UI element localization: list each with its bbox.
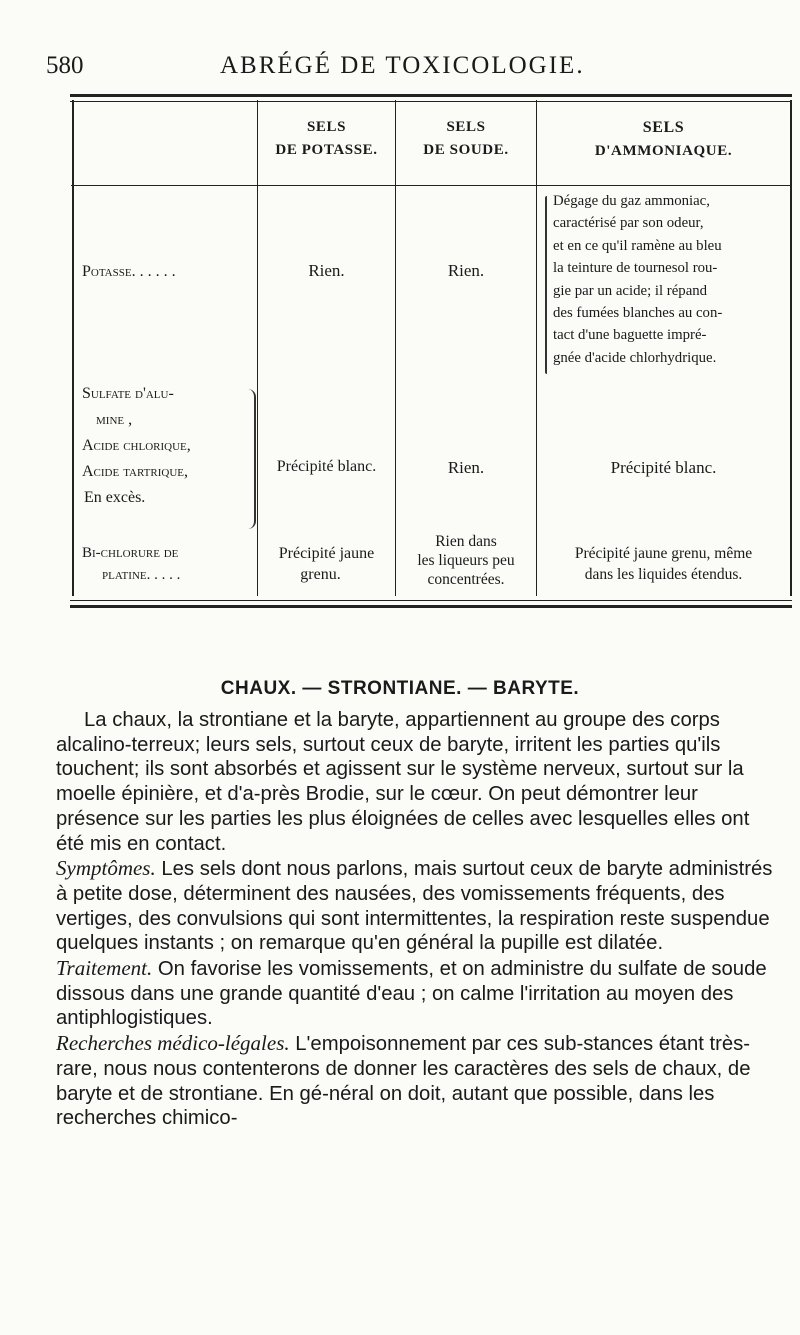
potasse-brace bbox=[545, 196, 547, 374]
recherches-label: Recherches médico-légales. bbox=[56, 1031, 290, 1056]
symptomes-label: Symptômes. bbox=[56, 856, 156, 881]
sulfate-label-line: Acide chlorique, bbox=[82, 437, 191, 454]
sulfate-sels-ammoniaque: Précipité blanc. bbox=[610, 458, 717, 477]
bichlorure-label-line: platine. . . . . bbox=[102, 567, 181, 583]
header-soude bbox=[396, 118, 536, 160]
sulfate-label-line: Sulfate d'alu- bbox=[82, 385, 174, 402]
bichlorure-potasse-line: Précipité jaune bbox=[278, 545, 375, 562]
potasse-sels-de-potasse: Rien. bbox=[308, 261, 345, 280]
sulfate-sels-de-soude: Rien. bbox=[447, 458, 485, 477]
bichlorure-sels-ammoniaque bbox=[537, 543, 790, 585]
header-soude-line1: SELS bbox=[446, 119, 486, 135]
bichlorure-potasse-line: grenu. bbox=[300, 566, 341, 583]
sulfate-label-line: Acide tartrique, bbox=[82, 463, 189, 480]
symptomes-text: Les sels dont nous parlons, mais surtout ceux de baryte administrés à petite dose, déterminent des nausées, des vomissements fréquents, des vertiges, des convulsions qui sont intermittentes, la respiration reste suspendue quelques instants ; on remarque qu'en général la pupille est dilatée. bbox=[56, 858, 773, 955]
paragraph-traitement bbox=[56, 956, 780, 1031]
sulfate-label-line: mine , bbox=[96, 411, 133, 428]
bichlorure-soude-line: Rien dans bbox=[435, 533, 497, 550]
header-ammoniaque-line1: SELS bbox=[642, 119, 685, 136]
potasse-ammoniaque-line: caractérisé par son odeur, bbox=[553, 215, 704, 232]
potasse-sels-de-soude: Rien. bbox=[447, 261, 485, 280]
header-potasse bbox=[258, 118, 395, 160]
header-ammoniaque-line2: D'AMMONIAQUE. bbox=[594, 143, 733, 159]
traitement-label: Traitement. bbox=[56, 956, 153, 981]
running-title: ABRÉGÉ DE TOXICOLOGIE. bbox=[220, 52, 585, 79]
bichlorure-ammoniaque-line: dans les liquides étendus. bbox=[584, 566, 743, 583]
section-title: CHAUX. — STRONTIANE. — BARYTE. bbox=[220, 678, 580, 699]
sulfate-label-line: En excès. bbox=[84, 489, 146, 506]
bichlorure-sels-de-potasse bbox=[258, 543, 395, 585]
paragraph-symptomes bbox=[56, 856, 780, 956]
column-divider-3 bbox=[536, 100, 537, 596]
bichlorure-sels-de-soude bbox=[396, 532, 536, 589]
paragraph-recherches bbox=[56, 1031, 780, 1131]
potasse-ammoniaque-line: des fumées blanches au con- bbox=[553, 305, 723, 322]
column-divider-1 bbox=[257, 100, 258, 596]
header-potasse-line1: SELS bbox=[306, 119, 347, 135]
header-soude-line2: DE SOUDE. bbox=[423, 141, 509, 158]
potasse-ammoniaque-line: la teinture de tournesol rou- bbox=[553, 260, 718, 277]
row-label-potasse: Potasse. . . . . . bbox=[82, 263, 176, 280]
header-potasse-line2: DE POTASSE. bbox=[275, 141, 378, 158]
page-number: 580 bbox=[46, 52, 84, 79]
bichlorure-label-line: Bi-chlorure de bbox=[82, 545, 179, 561]
row-label-sulfate bbox=[82, 381, 191, 511]
table-right-border bbox=[790, 100, 792, 596]
potasse-ammoniaque-line: gnée d'acide chlorhydrique. bbox=[553, 349, 717, 366]
row-label-bichlorure bbox=[82, 542, 180, 586]
header-rule bbox=[71, 185, 791, 186]
sulfate-sels-de-potasse: Précipité blanc. bbox=[276, 458, 377, 475]
bichlorure-soude-line: concentrées. bbox=[427, 571, 505, 588]
bichlorure-ammoniaque-line: Précipité jaune grenu, même bbox=[574, 545, 753, 562]
paragraph-intro: La chaux, la strontiane et la baryte, appartiennent au groupe des corps alcalino-terreux; leurs sels, surtout ceux de baryte, irritent les parties qu'ils touchent; ils sont absorbés et agissent sur le système nerveux, surtout sur la moelle épinière, et d'a-près Brodie, sur le cœur. On peut démontrer leur présence sur les parties les plus éloignées de celles avec lesquelles elles ont été mis en contact. bbox=[56, 709, 750, 855]
potasse-ammoniaque-line: tact d'une baguette impré- bbox=[553, 327, 707, 344]
column-divider-2 bbox=[395, 100, 396, 596]
recherches-text: L'empoisonnement par ces sub-stances étant très-rare, nous nous contenterons de donner les caractères des sels de chaux, de baryte et de strontiane. En gé-néral on doit, autant que possible, dans les recherches chimico- bbox=[56, 1033, 751, 1130]
table-left-border bbox=[72, 100, 74, 596]
potasse-ammoniaque-line: gie par un acide; il répand bbox=[553, 282, 708, 299]
potasse-sels-ammoniaque bbox=[553, 190, 785, 369]
potasse-ammoniaque-line: Dégage du gaz ammoniac, bbox=[553, 193, 710, 209]
header-ammoniaque bbox=[537, 118, 790, 161]
bichlorure-soude-line: les liqueurs peu bbox=[417, 552, 515, 569]
sulfate-brace bbox=[248, 389, 256, 529]
section-body bbox=[56, 708, 780, 1131]
potasse-ammoniaque-line: et en ce qu'il ramène au bleu bbox=[553, 237, 722, 254]
traitement-text: On favorise les vomissements, et on administre du sulfate de soude dissous dans une grande quantité d'eau ; on calme l'irritation au moyen des antiphlogistiques. bbox=[56, 958, 767, 1030]
